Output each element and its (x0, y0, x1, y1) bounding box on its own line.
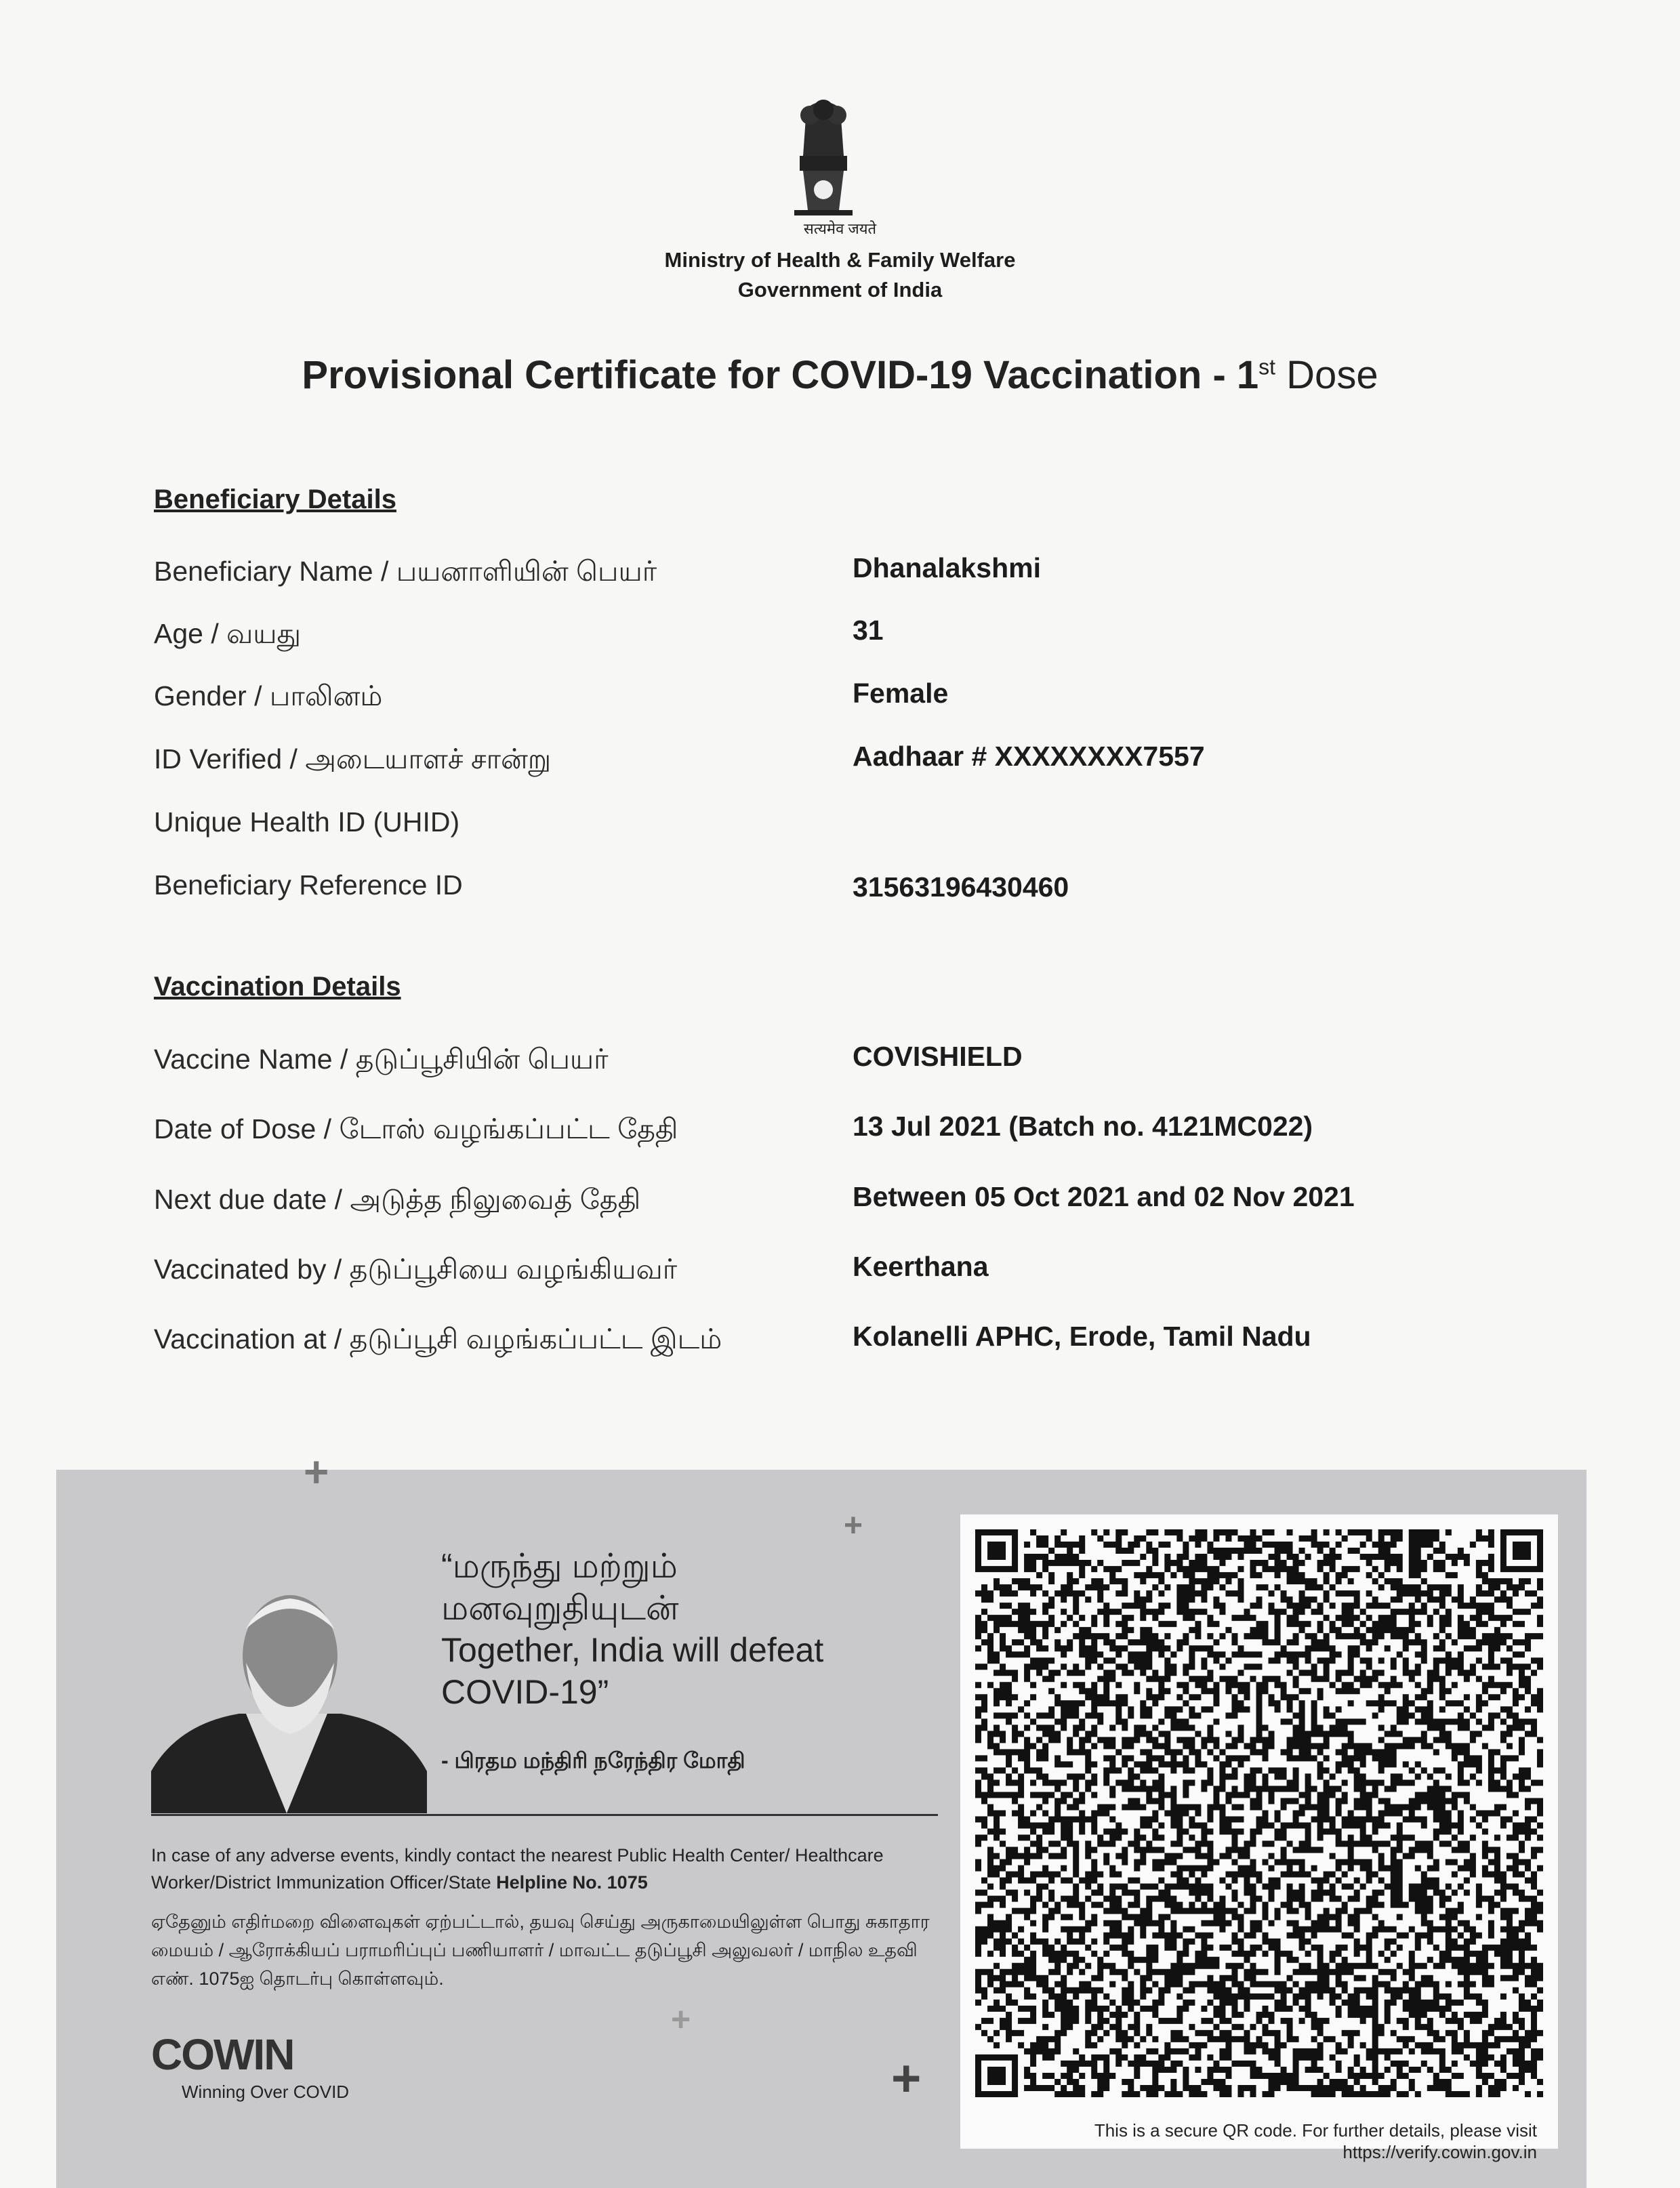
reference-id-value: 31563196430460 (853, 871, 1069, 903)
adverse-events-info-tamil: ஏதேனும் எதிர்மறை விளைவுகள் ஏற்பட்டால், தயவு செய்து அருகாமையிலுள்ள பொது சுகாதார மையம் / ஆரோக்கியப் பராமரிப்புப் பணியாளர் / மாவட்ட தடுப்பூசி அலுவலர் / மாநில உதவி எண். 1075ஐ தொடர்பு கொள்ளவும். (151, 1912, 930, 1989)
beneficiary-name-value: Dhanalakshmi (853, 552, 1041, 583)
field-label: Vaccination at / தடுப்பூசி வழங்கப்பட்ட இடம் (154, 1323, 722, 1355)
emblem-motto: सत्यमेव जयते (803, 220, 877, 237)
title-text: Provisional Certificate for COVID-19 Vaccination - 1 (302, 353, 1259, 397)
ministry-name: Ministry of Health & Family Welfare (664, 248, 1016, 272)
vaccinated-by-value: Keerthana (853, 1251, 989, 1282)
prime-minister-photo (151, 1575, 427, 1813)
plus-decoration-icon: + (671, 2000, 691, 2038)
helpline-number: Helpline No. 1075 (496, 1872, 648, 1893)
field-label: Vaccine Name / தடுப்பூசியின் பெயர் (154, 1044, 609, 1075)
quote-line: மனவுறுதியுடன் (441, 1589, 679, 1627)
beneficiary-details-heading: Beneficiary Details (154, 484, 396, 514)
id-verified-value: Aadhaar # XXXXXXXX7557 (853, 741, 1205, 772)
gender-value: Female (853, 678, 949, 709)
vaccination-details-heading: Vaccination Details (154, 972, 401, 1002)
field-label: Next due date / அடுத்த நிலுவைத் தேதி (154, 1184, 641, 1215)
government-name: Government of India (737, 278, 943, 302)
pm-quote (441, 1545, 823, 1713)
cowin-tagline: Winning Over COVID (182, 2082, 350, 2102)
quote-attribution: - பிரதம மந்திரி நரேந்திர மோதி (441, 1748, 745, 1773)
verify-url[interactable]: https://verify.cowin.gov.in (1343, 2142, 1537, 2162)
info-text: In case of any adverse events, kindly contact the nearest Public Health Center/ Healthcare Worker/District Immunization Officer/State (151, 1845, 884, 1893)
title-superscript: st (1258, 354, 1276, 379)
date-of-dose-value: 13 Jul 2021 (Batch no. 4121MC022) (853, 1111, 1313, 1142)
cowin-logo-text: COWIN (151, 2030, 294, 2079)
cowin-logo (151, 2029, 293, 2080)
adverse-events-info-english (151, 1842, 964, 1896)
quote-line: Together, India will defeat (441, 1631, 824, 1669)
field-label: Vaccinated by / தடுப்பூசியை வழங்கியவர் (154, 1254, 678, 1285)
qr-code-box (960, 1514, 1558, 2149)
quote-line: COVID-19” (441, 1673, 609, 1711)
vaccination-at-value: Kolanelli APHC, Erode, Tamil Nadu (853, 1321, 1311, 1352)
divider (151, 1814, 938, 1816)
vaccine-name-value: COVISHIELD (853, 1041, 1023, 1072)
field-label: Age / வயது (154, 618, 302, 649)
field-label: Unique Health ID (UHID) (154, 806, 460, 838)
qr-modules (975, 1529, 1543, 2097)
quote-line: “மருந்து மற்றும் (441, 1547, 678, 1585)
field-label: Beneficiary Name / பயனாளியின் பெயர் (154, 556, 657, 587)
age-value: 31 (853, 615, 884, 646)
qr-code[interactable] (975, 1529, 1543, 2100)
plus-decoration-icon: + (891, 2050, 922, 2107)
qr-caption (962, 2120, 1537, 2163)
plus-decoration-icon: + (304, 1447, 329, 1496)
field-label: Beneficiary Reference ID (154, 869, 463, 901)
qr-caption-line: This is a secure QR code. For further details, please visit (1094, 2120, 1537, 2141)
field-label: Gender / பாலினம் (154, 680, 383, 711)
certificate-title (0, 352, 1680, 398)
next-due-date-value: Between 05 Oct 2021 and 02 Nov 2021 (853, 1181, 1355, 1212)
field-label: ID Verified / அடையாளச் சான்று (154, 743, 552, 775)
field-label: Date of Dose / டோஸ் வழங்கப்பட்ட தேதி (154, 1113, 678, 1144)
title-dose: Dose (1286, 353, 1378, 397)
plus-decoration-icon: + (844, 1508, 863, 1544)
